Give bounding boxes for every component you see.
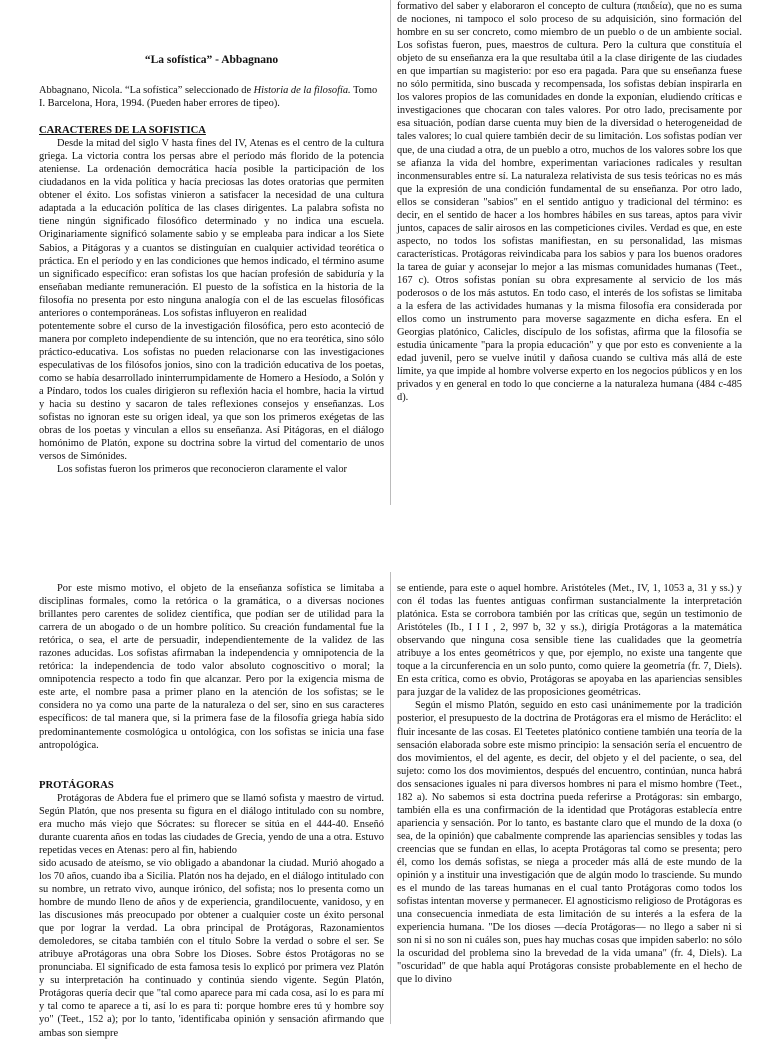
column-divider bbox=[390, 572, 391, 1024]
page-gap bbox=[0, 515, 768, 572]
bibliographic-citation bbox=[39, 84, 384, 110]
section-heading-protagoras: PROTÁGORAS bbox=[39, 779, 114, 791]
body-paragraph: se entiende, para este o aquel hombre. Aristóteles (Met., IV, 1, 1053 a, 31 y ss.) y con él todas las fuentes antiguas confirman sustancialmente la interpretación platónica. Esta se corrobora también por las críticas que, según un testimonio de Aristóteles (Ib., I I I , 2, 997 b, 32 y ss.), dirigía Protágoras a la matemática observando que ninguna cosa sensible tiene las cualidades que la geometría atribuye a los entes geométricos y que, por ejemplo, no existe una tangente que toque a la circunferencia en un solo punto, como quiere la geometría (fr. 7, Diels). En esta crítica, como es obvio, Protágoras se apoyaba en las apariencias sensibles para juzgar de la validez de las proposiciones geométricas. bbox=[397, 583, 742, 699]
body-paragraph: sido acusado de ateísmo, se vio obligado a abandonar la ciudad. Murió ahogado a los 70 años, cuando iba a Sicilia. Platón nos ha dejado, en el diálogo intitulado con su nombre, un retrato vivo, aunque irónico, del sofista; nos lo presenta como un hombre de mundo lleno de años y de experiencia, grandilocuente, vanidoso, y en las discusiones más preocupado por obtener a cualquier coste un éxito personal que por lograr la verdad. La obra principal de Protágoras, Razonamientos demoledores, se citaba también con el título Sobre la verdad o sobre el ser. Se atribuye aProtágoras una obra Sobre los Dioses. Sobre éstos Protágoras no se pronunciaba. El significado de esta famosa tesis lo explicó por primera vez Platón y su interpretación ha continuado y continúa siendo vigente. Según Platón, Protágoras quería decir que "tal como aparece para mí cada cosa, así lo es para mí y tal como te aparece a ti, así lo es para ti: porque hombre eres tú y hombre soy yo" (Teet., 152 a); por lo tanto, 'identificaba opinión y sensación afirmando que ambas son siempre bbox=[39, 857, 384, 1039]
document-title: “La sofística” - Abbagnano bbox=[144, 54, 279, 66]
section-heading-caracteres: CARACTERES DE LA SOFISTICA bbox=[39, 125, 206, 137]
citation-book-title: Historia de la filosofía. bbox=[253, 85, 351, 96]
body-paragraph: Según el mismo Platón, seguido en esto casi unánimemente por la tradición posterior, el presupuesto de la doctrina de Protágoras era el mismo de Heráclito: el fluir incesante de las cosas. El Teetetes platónico contiene también una teoría de la sensación elaborada sobre este mismo principio: la sensación sería el encuentro de dos movimientos, el del agente, es decir, del objeto y el del paciente, o sea, del sujeto: como los dos movimientos, después del encuentro, continúan, nunca habrá dos sensaciones iguales ni para diversos hombres ni para el mismo hombre (Teet., 182 a). No sabemos si esta doctrina pueda referirse a Protágoras: sin embargo, también ella es una confirmación de la identidad que Protágoras establecía entre apariencia y sensación. Por lo tanto, es bastante claro que el mundo de la doxa (o sea, de la opinión) que cabalmente comprende las apariencias sensibles y todas las creencias que se fundan en ellas, lo acepta Protágoras tal como se presenta; pero él, como los demás sofistas, se niega a proceder más allá de este mundo de la opinión y a instituir una investigación que de algún modo lo trasciende. Su mundo es el mundo de las tareas humanas en el cual tanto Protágoras como todos los sofistas intentan moverse y permanecer. El agnosticismo religioso de Protágoras es una consecuencia inmediata de esta limitación de su interés a la esfera de la experiencia humana. "De los dioses —decía Protágoras— no llego a saber ni si son ni si no son ni cuáles son, pues hay muchas cosas que impiden saberlo: no sólo la oscuridad del problema sino la brevedad de la vida umana" (fr. 4, Diels). La "oscuridad" de que habla aquí Protágoras consiste probablemente en el hecho de que lo divino bbox=[397, 700, 742, 986]
citation-suffix: Tomo I. Barcelona, Hora, 1994. (Pueden haber errores de tipeo). bbox=[39, 85, 378, 110]
column-divider bbox=[390, 0, 391, 505]
page-2-left-column bbox=[39, 572, 384, 1040]
body-paragraph: Los sofistas fueron los primeros que reconocieron claramente el valor bbox=[57, 464, 347, 476]
document-page-2 bbox=[0, 572, 768, 1039]
page-1-right-column bbox=[397, 0, 742, 404]
body-paragraph: Por este mismo motivo, el objeto de la enseñanza sofística se limitaba a disciplinas formales, como la retórica o la gramática, o a diversas nociones brillantes pero carentes de solidez científica, que podían ser de utilidad para la carrera de un abogado o de un hombre político. Su creación fundamental fue la retórica, o sea, el arte de persuadir, independientemente de la validez de las razones aducidas. Los sofistas afirmaban la independencia y omnipotencia de la retórica: la independencia de todo valor absoluto cognoscitivo o moral; la omnipotencia respecto a todo fin que alcanzar. Pero por la exigencia misma de este arte, el nombre pasa a primer plano en la atención de los sofistas; se le considera no ya como una parte de la naturaleza o del ser, sino en sus caracteres específicos: de tal manera que, si la primera fase de la filosofía griega había sido predominantemente cosmológica u ontológica, con los sofistas se inicia una fase antropológica. bbox=[39, 583, 384, 751]
body-paragraph: Desde la mitad del siglo V hasta fines del IV, Atenas es el centro de la cultura griega. La victoria contra los persas abre el período más florido de la potencia ateniense. La ordenación democrática hacía posible la participación de los ciudadanos en la vida política y hacía preciosas las dotes oratorias que permiten obtener el éxito. Los sofistas vinieron a satisfacer la necesidad de una cultura adaptada a la educación política de las clases dirigentes. La palabra sofista no tiene ningún significado filosófico determinado y no indica una escuela. Originariamente significó solamente sabio y se empleaba para indicar a los Siete Sabios, a Pitágoras y a cuantos se distinguían en cualquier actividad teorética o práctica. En el período y en las condiciones que hemos indicado, el término asume un significado específico: eran sofistas los que hacían profesión de sabiduría y la enseñaban mediante remuneración. El puesto de la sofística en la historia de la filosofía no presenta por esto ninguna analogía con el de las escuelas filosóficas anteriores o contemporáneas. Los sofistas influyeron en realidad bbox=[39, 138, 384, 319]
body-paragraph: formativo del saber y elaboraron el concepto de cultura (παιδεία), que no es suma de nociones, ni tampoco el solo proceso de su adquisición, sino formación del hombre en su ser concreto, como miembro de un pueblo o de un ambiente social. Los sofistas fueron, pues, maestros de cultura. Pero la cultura que constituía el objeto de su enseñanza era la que resultaba útil a la clase dirigente de las ciudades en que impartían su magisterio: por eso era pagada. Para que su enseñanza fuese no sólo permitida, sino buscada y recompensada, los sofistas debían inspirarla en los valores propios de las comunidades en donde la exponían, eludiendo críticas e investigaciones que chocaran con tales valores. Por otro lado, precisamente por esa situación, podían darse cuenta muy bien de la diversidad o heterogeneidad de tales valores; lo cual quiere también decir de su limitación. Los sofistas podían ver que, de una ciudad a otra, de un pueblo a otro, muchos de los valores sobre los que se afianza la vida del hombre, experimentan variaciones radicales y resultan inconmensurables entre sí. La naturaleza relativista de sus tesis teóricas no es más que la expresión de una condición fundamental de su enseñanza. Por otro lado, ellos se consideran "sabios" en el sentido antiguo y tradicional del término: es decir, en el sentido de hacer a los hombres hábiles en sus tareas, aptos para vivir juntos, capaces de salir airosos en las competiciones civiles. Verdad es que, en este aspecto, no todos los sofistas manifiestan, en su personalidad, las mismas características. Protágoras reivindicaba para los sabios y para los buenos oradores la tarea de guiar y aconsejar lo mejor a las mismas comunidades humanas (Teet., 167 c). Otros sofistas ponían su obra expresamente al servicio de los más poderosos o de los más astutos. En todo caso, el interés de los sofistas se limitaba a la esfera de las actividades humanas y la misma filosofía era considerada por ellos como un instrumento para moverse sagazmente en dicha esfera. En el Georgias platónico, Calicles, discípulo de los sofistas, afirma que la filosofía se estudia únicamente "para la propia educación" y que por esto es conveniente a la edad juvenil, pero se vuelve inútil y dañosa cuando se cultiva más allá de este límite, ya que impide al hombre volverse experto en los negocios públicos y en los privados y en general en todo lo que concierne a la naturaleza humana (484 c-485 d). bbox=[397, 1, 742, 404]
body-paragraph: potentemente sobre el curso de la investigación filosófica, pero esto aconteció de manera por completo independiente de su intención, que no era teorética, sino sólo práctico-educativa. Los sofistas no pueden relacionarse con las investigaciones especulativas de los filósofos jonios, sino con la tradición educativa de los poetas, como se había desarrollado ininterrumpidamente de Homero a Hesíodo, a Solón y a Píndaro, todos los cuales dirigieron su reflexión hacia el hombre, hacia la virtud y hacia su destino y sacaron de tales reflexiones consejos y enseñanzas. Los sofistas no ignoran este su origen ideal, ya que son los primeros exégetas de las obras de los poetas y vinculan a ellos su enseñanza. Así Pitágoras, en el diálogo homónimo de Platón, expone su doctrina sobre la virtud del comentario de unos versos de Simónides. bbox=[39, 320, 384, 463]
citation-prefix: Abbagnano, Nicola. “La sofística” seleccionado de bbox=[39, 85, 254, 96]
body-paragraph: Protágoras de Abdera fue el primero que se llamó sofista y maestro de virtud. Según Platón, que nos presenta su figura en el diálogo intitulado con su nombre, era mucho más viejo que Sócrates: su florecer se sitúa en el 444-40. Enseñó durante cuarenta años en todas las ciudades de Grecia, yendo de una a otra. Estuvo repetidas veces en Atenas: pero al fin, habiendo bbox=[39, 792, 384, 856]
page-2-right-column bbox=[397, 572, 742, 986]
page-1-left-column bbox=[39, 0, 384, 476]
document-page-1 bbox=[0, 0, 768, 515]
